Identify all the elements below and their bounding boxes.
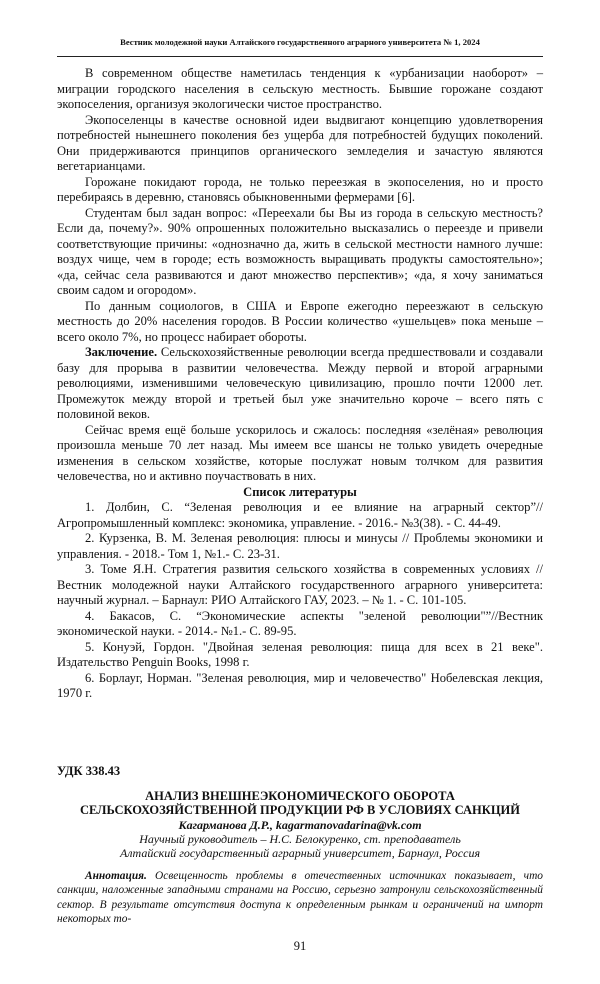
paragraph: По данным социологов, в США и Европе ежегодно переезжают в сельскую местность до 20% населения городов. В России количество «ушельцев» пока меньше – всего около 7%, но процесс набирает обороты. bbox=[57, 299, 543, 346]
reference-item: 6. Борлауг, Норман. "Зеленая революция, мир и человечество" Нобелевская лекция, 1970 г. bbox=[57, 671, 543, 702]
paragraph: Экопоселенцы в качестве основной идеи выдвигают концепцию удовлетворения потребностей нынешнего поколения без ущерба для потребностей будущих поколений. Они придерживаются принципов органического земледелия и зачастую являются вегетарианцами. bbox=[57, 113, 543, 175]
paragraph: Сейчас время ещё больше ускорилось и сжалось: последняя «зелёная» революция произошла меньше 70 лет назад. Мы имеем все шансы не только увидеть очередные изменения в сельском хозяйстве, которые послужат новым толчком для развития человечества, но и активно поучаствовать в них. bbox=[57, 423, 543, 485]
header-rule bbox=[57, 56, 543, 57]
reference-item: 1. Долбин, С. “Зеленая революция и ее влияние на аграрный сектор”// Агропромышленный комплекс: экономика, управление. - 2016.- №3(38). - С. 44-49. bbox=[57, 500, 543, 531]
annotation-label: Аннотация. bbox=[85, 870, 147, 882]
running-header: Вестник молодежной науки Алтайского государственного аграрного университета № 1, 2024 bbox=[57, 37, 543, 48]
article-title-line: СЕЛЬСКОХОЗЯЙСТВЕННОЙ ПРОДУКЦИИ РФ В УСЛОВИЯХ САНКЦИЙ bbox=[57, 803, 543, 818]
next-article-header bbox=[57, 789, 543, 860]
references-heading: Список литературы bbox=[57, 485, 543, 501]
paragraph: Горожане покидают города, не только переезжая в экопоселения, но и просто перебираясь в деревню, становясь обыкновенными фермерами [6]. bbox=[57, 175, 543, 206]
conclusion-text: Сельскохозяйственные революции всегда предшествовали и создавали базу для прорыва в развитии человечества. Между первой и второй аграрными революциями, изменившими человеческую цивилизацию, прошло почти 12000 лет. Промежуток между второй и третьей был уже значительно короче – всего пять с половиной веков. bbox=[57, 345, 543, 421]
reference-item: 3. Томе Я.Н. Стратегия развития сельского хозяйства в современных условиях // Вестник молодежной науки Алтайского государственного аграрного университета: научный журнал. – Барнаул: РИО Алтайского ГАУ, 2023. – № 1. - С. 101-105. bbox=[57, 562, 543, 609]
page bbox=[0, 0, 600, 984]
annotation bbox=[57, 869, 543, 927]
udk-code: УДК 338.43 bbox=[57, 764, 543, 779]
reference-item: 4. Бакасов, С. “Экономические аспекты "зеленой революции"”//Вестник экономической науки. - 2014.- №1.- С. 89-95. bbox=[57, 609, 543, 640]
article-body bbox=[57, 66, 543, 702]
author-line: Кагарманова Д.Р., kagarmanovadarina@vk.com bbox=[57, 818, 543, 832]
page-number: 91 bbox=[57, 939, 543, 954]
paragraph: В современном обществе наметилась тенденция к «урбанизации наоборот» – миграции городского населения в сельскую местность. Бывшие горожане создают экопоселения, организуя экологически чистое пространство. bbox=[57, 66, 543, 113]
article-title-line: АНАЛИЗ ВНЕШНЕЭКОНОМИЧЕСКОГО ОБОРОТА bbox=[57, 789, 543, 804]
affiliation-line: Алтайский государственный аграрный университет, Барнаул, Россия bbox=[57, 846, 543, 860]
supervisor-line: Научный руководитель – Н.С. Белокуренко, ст. преподаватель bbox=[57, 832, 543, 846]
conclusion-paragraph bbox=[57, 345, 543, 423]
reference-item: 2. Курзенка, В. М. Зеленая революция: плюсы и минусы // Проблемы экономики и управления. - 2018.- Том 1, №1.- С. 23-31. bbox=[57, 531, 543, 562]
reference-item: 5. Конуэй, Гордон. "Двойная зеленая революция: пища для всех в 21 веке". Издательство Penguin Books, 1998 г. bbox=[57, 640, 543, 671]
annotation-text: Освещенность проблемы в отечественных источниках показывает, что санкции, наложенные западными странами на Россию, серьезно затронули сельскохозяйственный сектор. В результате отсутствия доступа к определенным рынкам и ограничений на импорт некоторых то- bbox=[57, 870, 543, 926]
paragraph: Студентам был задан вопрос: «Переехали бы Вы из города в сельскую местность? Если да, почему?». 90% опрошенных положительно высказались о переезде и привели соответствующие причины: «однозначно да, жить в сельской местности намного лучше: воздух чище, чем в городе; есть возможность выращивать продукты самостоятельно»; «да, сейчас села развиваются и дают множество перспектив»; «да, я хочу заниматься своим садом и огородом». bbox=[57, 206, 543, 299]
conclusion-label: Заключение. bbox=[85, 345, 157, 359]
